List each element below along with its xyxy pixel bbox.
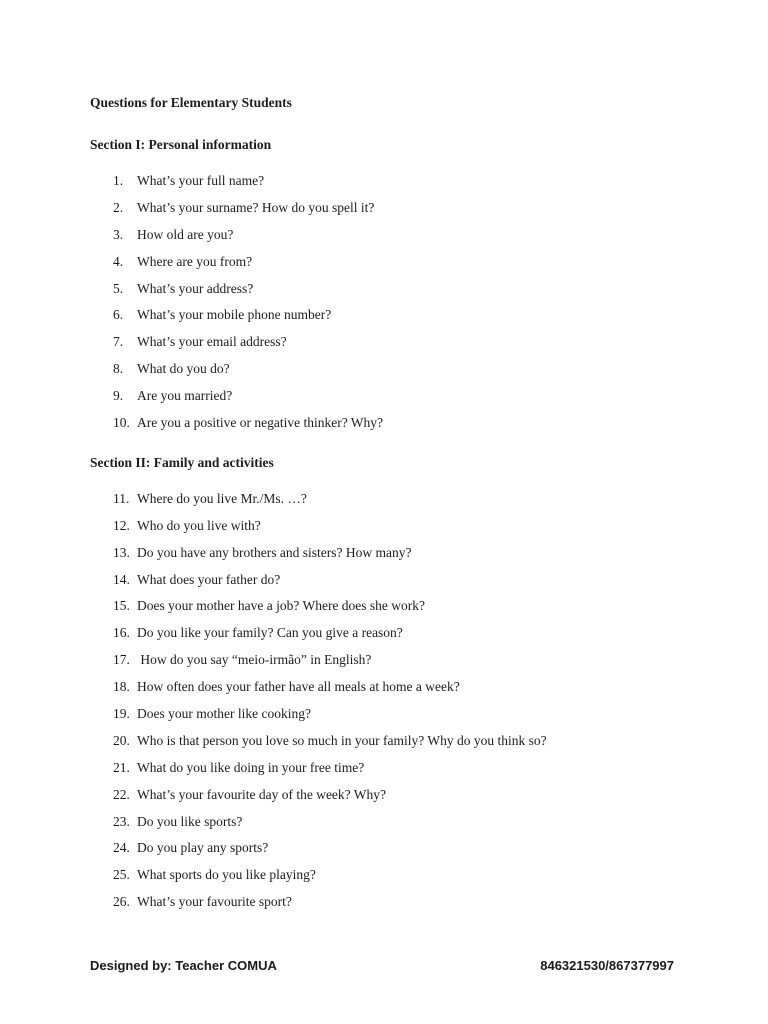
question-item bbox=[90, 755, 678, 782]
question-item bbox=[90, 249, 678, 276]
question-number: 17. bbox=[113, 652, 130, 668]
question-number: 24. bbox=[113, 840, 130, 856]
question-text: Do you play any sports? bbox=[137, 840, 269, 856]
question-item bbox=[90, 356, 678, 383]
question-number: 7. bbox=[113, 334, 124, 350]
question-number: 3. bbox=[113, 226, 124, 242]
question-number: 25. bbox=[113, 867, 130, 883]
question-text: How often does your father have all meals at home a week? bbox=[137, 679, 460, 695]
question-text: What does your father do? bbox=[137, 571, 281, 587]
question-number: 15. bbox=[113, 598, 130, 614]
footer-phone-numbers: 846321530/867377997 bbox=[540, 958, 674, 973]
question-text: What’s your surname? How do you spell it? bbox=[137, 199, 375, 215]
question-item bbox=[90, 674, 678, 701]
question-text: What’s your full name? bbox=[137, 173, 265, 188]
question-text: Are you married? bbox=[137, 388, 233, 404]
question-list bbox=[90, 486, 678, 916]
question-number: 23. bbox=[113, 813, 130, 829]
question-number: 20. bbox=[113, 732, 130, 748]
question-item bbox=[90, 195, 678, 222]
question-item bbox=[90, 276, 678, 303]
sections-container bbox=[90, 137, 678, 916]
question-text: How do you say “meio-irmão” in English? bbox=[137, 652, 372, 668]
question-text: Does your mother have a job? Where does she work? bbox=[137, 598, 426, 614]
question-text: What’s your favourite day of the week? Why? bbox=[137, 786, 387, 802]
question-number: 5. bbox=[113, 280, 124, 296]
question-number: 13. bbox=[113, 544, 130, 560]
question-item bbox=[90, 620, 678, 647]
question-number: 2. bbox=[113, 199, 124, 215]
question-item bbox=[90, 540, 678, 567]
question-item bbox=[90, 567, 678, 594]
question-item bbox=[90, 383, 678, 410]
question-number: 14. bbox=[113, 571, 130, 587]
question-item bbox=[90, 782, 678, 809]
section-heading: Section I: Personal information bbox=[90, 137, 272, 152]
question-number: 1. bbox=[113, 173, 124, 188]
question-item bbox=[90, 168, 678, 195]
footer-designed-by: Designed by: Teacher COMUA bbox=[90, 958, 277, 973]
question-number: 26. bbox=[113, 894, 130, 910]
question-item bbox=[90, 809, 678, 836]
document-title: Questions for Elementary Students bbox=[90, 95, 292, 110]
question-number: 9. bbox=[113, 388, 124, 404]
question-item bbox=[90, 701, 678, 728]
question-number: 10. bbox=[113, 415, 130, 431]
question-text: What do you like doing in your free time? bbox=[137, 759, 365, 775]
question-number: 19. bbox=[113, 706, 130, 722]
question-item bbox=[90, 862, 678, 889]
page-footer bbox=[90, 958, 674, 973]
question-item bbox=[90, 222, 678, 249]
question-item bbox=[90, 410, 678, 437]
question-text: Who do you live with? bbox=[137, 517, 261, 533]
question-text: Do you like sports? bbox=[137, 813, 243, 829]
question-item bbox=[90, 486, 678, 513]
question-item bbox=[90, 329, 678, 356]
question-item bbox=[90, 593, 678, 620]
question-text: What’s your address? bbox=[137, 280, 254, 296]
question-number: 21. bbox=[113, 759, 130, 775]
question-number: 4. bbox=[113, 253, 124, 269]
question-number: 11. bbox=[113, 490, 130, 506]
question-text: Who is that person you love so much in your family? Why do you think so? bbox=[137, 732, 547, 748]
section-heading: Section II: Family and activities bbox=[90, 454, 274, 470]
question-text: Are you a positive or negative thinker? Why? bbox=[137, 415, 384, 431]
question-item bbox=[90, 302, 678, 329]
question-text: What’s your mobile phone number? bbox=[137, 307, 332, 323]
question-list bbox=[90, 168, 678, 437]
question-text: Do you like your family? Can you give a reason? bbox=[137, 625, 403, 641]
question-item bbox=[90, 889, 678, 916]
question-number: 18. bbox=[113, 679, 130, 695]
question-text: How old are you? bbox=[137, 226, 234, 242]
question-text: Does your mother like cooking? bbox=[137, 706, 311, 722]
question-number: 16. bbox=[113, 625, 130, 641]
question-text: What do you do? bbox=[137, 361, 230, 377]
question-number: 8. bbox=[113, 361, 124, 377]
question-text: Where do you live Mr./Ms. …? bbox=[137, 490, 307, 506]
question-text: Where are you from? bbox=[137, 253, 253, 269]
question-item bbox=[90, 647, 678, 674]
question-number: 22. bbox=[113, 786, 130, 802]
question-item bbox=[90, 835, 678, 862]
question-text: What sports do you like playing? bbox=[137, 867, 316, 883]
question-text: What’s your favourite sport? bbox=[137, 894, 292, 910]
question-text: Do you have any brothers and sisters? How many? bbox=[137, 544, 412, 560]
question-item bbox=[90, 728, 678, 755]
question-number: 6. bbox=[113, 307, 124, 323]
question-text: What’s your email address? bbox=[137, 334, 287, 350]
question-number: 12. bbox=[113, 517, 130, 533]
question-item bbox=[90, 513, 678, 540]
